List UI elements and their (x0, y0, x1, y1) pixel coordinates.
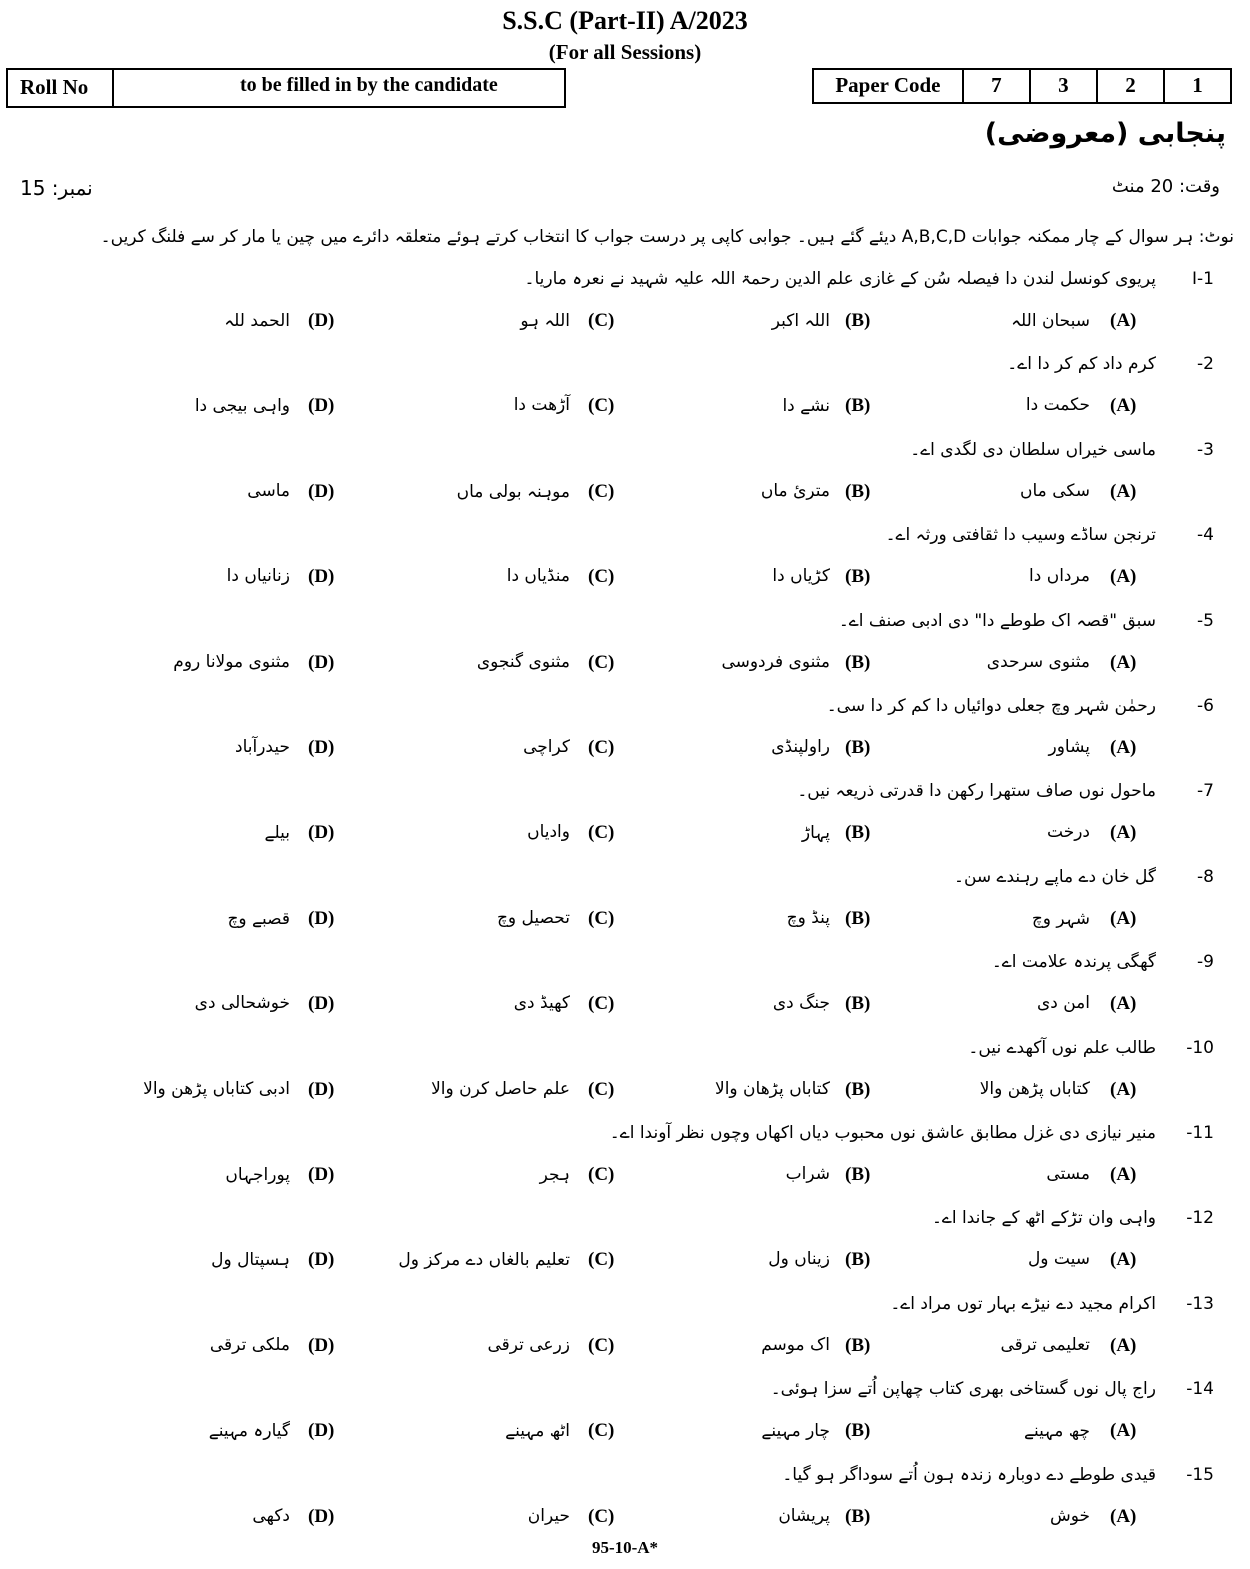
question-statement: کرم داد کم کر دا اے۔ (1007, 354, 1156, 375)
exam-subtitle: (For all Sessions) (548, 40, 702, 64)
option-text[interactable]: دکھی (252, 1505, 290, 1526)
option-text[interactable]: چار مہینے (761, 1421, 830, 1442)
option-label[interactable]: (C) (588, 737, 615, 758)
option-text[interactable]: علم حاصل کرن والا (431, 1078, 570, 1099)
question-statement: منیر نیازی دی غزل مطابق عاشق نوں محبوب دیاں اکھاں وچوں نظر آوندا اے۔ (609, 1123, 1156, 1143)
option-label[interactable]: (A) (1110, 822, 1137, 844)
question-statement: ترنجن ساڈے وسیب دا ثقافتی ورثہ اے۔ (885, 525, 1156, 546)
option-text[interactable]: حکمت دا (1025, 395, 1090, 416)
question-statement: اکرام مجید دے نیڑے بہار توں مراد اے۔ (890, 1293, 1156, 1314)
option-label[interactable]: (C) (588, 651, 615, 673)
option-text[interactable]: جنگ دی (772, 993, 830, 1014)
roll-hint: to be filled in by the candidate (240, 74, 498, 96)
option-text[interactable]: ہسپتال ول (211, 1250, 290, 1271)
option-text[interactable]: آڑھت دا (513, 395, 570, 416)
option-label[interactable]: (B) (845, 1078, 871, 1100)
question-statement: ماحول نوں صاف ستھرا رکھن دا قدرتی ذریعہ نیں۔ (797, 781, 1156, 802)
option-label[interactable]: (C) (588, 566, 615, 588)
subject-title: پنجابی (معروضی) (984, 118, 1226, 149)
option-label[interactable]: (D) (308, 822, 335, 844)
total-marks: نمبر: 15 (20, 176, 93, 200)
option-text[interactable]: راولپنڈی (771, 737, 830, 757)
option-label[interactable]: (D) (308, 907, 335, 929)
option-text[interactable]: متریٔ ماں (760, 480, 830, 501)
option-label[interactable]: (C) (588, 1420, 615, 1442)
option-text[interactable]: شراب (785, 1164, 830, 1184)
option-label[interactable]: (D) (308, 395, 335, 417)
option-label[interactable]: (A) (1110, 480, 1137, 502)
question-statement: طالب علم نوں آکھدے نیں۔ (968, 1037, 1156, 1058)
option-label[interactable]: (C) (588, 480, 615, 502)
time-allowed: وقت: 20 منٹ (1111, 176, 1220, 197)
question-statement: سبق "قصہ اک طوطے دا" دی ادبی صنف اے۔ (838, 610, 1156, 631)
question-text (114, 695, 1214, 716)
option-text[interactable]: حیدرآباد (235, 737, 290, 757)
question-number: I-1 (1192, 269, 1214, 289)
option-text[interactable]: خوشحالی دی (194, 993, 290, 1014)
option-text[interactable]: کھیڈ دی (513, 993, 570, 1014)
option-label[interactable]: (A) (1110, 1078, 1137, 1100)
question-text (114, 353, 1214, 374)
option-text[interactable]: اک موسم (761, 1334, 830, 1355)
roll-number-box[interactable] (6, 68, 566, 108)
question-number: 14- (1186, 1379, 1214, 1400)
option-text[interactable]: شہر وچ (1031, 908, 1090, 929)
option-text[interactable]: ملکی ترقی (209, 1334, 290, 1355)
option-text[interactable]: ماسی (247, 480, 290, 501)
option-label[interactable]: (C) (588, 822, 615, 844)
option-label[interactable]: (A) (1110, 1334, 1137, 1356)
option-text[interactable]: الحمد للہ (224, 311, 290, 331)
option-text[interactable]: نشے دا (782, 396, 830, 417)
option-text[interactable]: چھ مہینے (1024, 1421, 1090, 1442)
instructions-note: نوٹ: ہر سوال کے چار ممکنہ جوابات A,B,C,D دیئے گئے ہیں۔ جوابی کاپی پر درست جواب کا انتخاب کرتے ہوئے متعلقہ دائرے میں چین یا مار کر سے فلنگ کریں۔ (100, 227, 1234, 247)
option-label[interactable]: (B) (845, 1249, 871, 1271)
option-label[interactable]: (D) (308, 1334, 335, 1356)
exam-title: S.S.C (Part-II) A/2023 (502, 6, 748, 35)
option-text[interactable]: امن دی (1036, 993, 1090, 1014)
option-text[interactable]: پہاڑ (801, 823, 830, 844)
option-label[interactable]: (D) (308, 310, 335, 331)
question-number: 3- (1197, 439, 1214, 460)
question-text (114, 610, 1214, 631)
option-text[interactable]: مثنوی سرحدی (986, 651, 1090, 672)
option-label[interactable]: (B) (845, 993, 871, 1015)
option-label[interactable]: (D) (308, 1505, 335, 1527)
paper-code-digit: 7 (964, 70, 1031, 102)
question-text (114, 524, 1214, 545)
option-text[interactable]: پریشان (778, 1505, 830, 1526)
question-number: 2- (1197, 354, 1214, 375)
option-text[interactable]: قصبے وچ (227, 908, 290, 929)
question-number: 7- (1197, 781, 1214, 802)
option-label[interactable]: (A) (1110, 1164, 1137, 1185)
question-number: 5- (1197, 610, 1214, 631)
option-text[interactable]: کراچی (523, 737, 570, 757)
paper-code-digit: 2 (1098, 70, 1165, 102)
option-text[interactable]: زیناں ول (768, 1249, 830, 1270)
question-number: 4- (1197, 525, 1214, 546)
option-label[interactable]: (A) (1110, 907, 1137, 929)
option-label[interactable]: (D) (308, 1420, 335, 1442)
option-text[interactable]: کڑیاں دا (772, 566, 830, 587)
option-text[interactable]: سکی ماں (1020, 480, 1090, 501)
option-text[interactable]: ادبی کتاباں پڑھن والا (143, 1078, 290, 1099)
option-label[interactable]: (A) (1110, 993, 1137, 1015)
option-label[interactable]: (B) (845, 651, 871, 673)
question-number: 12- (1186, 1208, 1214, 1229)
paper-code-digit: 3 (1031, 70, 1098, 102)
question-text (114, 1464, 1214, 1485)
question-text (114, 439, 1214, 460)
paper-code-label: Paper Code (814, 70, 964, 102)
option-text[interactable]: پشاور (1048, 737, 1090, 757)
option-label[interactable]: (C) (588, 1505, 615, 1527)
option-text[interactable]: مستی (1046, 1164, 1090, 1184)
question-number: 15- (1186, 1464, 1214, 1485)
option-label[interactable]: (B) (845, 1420, 871, 1442)
question-text (114, 1293, 1214, 1314)
option-text[interactable]: زنانیاں دا (226, 566, 290, 587)
question-text (114, 1378, 1214, 1399)
question-text (114, 951, 1214, 972)
option-label[interactable]: (D) (308, 480, 335, 502)
option-text[interactable]: کتاباں پڑھان والا (715, 1078, 830, 1099)
option-label[interactable]: (B) (845, 737, 871, 758)
option-label[interactable]: (A) (1110, 395, 1137, 417)
option-label[interactable]: (C) (588, 1078, 615, 1100)
option-text[interactable]: پوراجہاں (225, 1165, 290, 1185)
option-text[interactable]: منڈیاں دا (506, 566, 570, 587)
option-text[interactable]: تعلیمی ترقی (1000, 1334, 1090, 1355)
question-text (114, 1207, 1214, 1228)
question-number: 10- (1186, 1037, 1214, 1058)
question-number: 9- (1197, 952, 1214, 973)
option-label[interactable]: (D) (308, 1078, 335, 1100)
option-label[interactable]: (D) (308, 1249, 335, 1271)
paper-code-box (812, 68, 1232, 104)
option-label[interactable]: (C) (588, 1164, 615, 1185)
option-text[interactable]: مثنوی مولانا روم (173, 651, 290, 672)
paper-code-digit: 1 (1192, 73, 1203, 97)
option-label[interactable]: (B) (845, 395, 871, 417)
footer-code: 95-10-A* (591, 1538, 659, 1557)
option-label[interactable]: (C) (588, 993, 615, 1015)
option-label[interactable]: (B) (845, 1334, 871, 1356)
option-label[interactable]: (A) (1110, 651, 1137, 673)
option-text[interactable]: مثنوی گنجوی (476, 651, 570, 672)
option-text[interactable]: اللہ ہو (520, 311, 570, 331)
option-label[interactable]: (D) (308, 737, 335, 758)
question-statement: قیدی طوطے دے دوبارہ زندہ ہون اُتے سوداگر ہو گیا۔ (782, 1464, 1156, 1485)
option-text[interactable]: اللہ اکبر (771, 311, 830, 331)
option-label[interactable]: (A) (1110, 1249, 1137, 1271)
option-label[interactable]: (B) (845, 1164, 871, 1185)
question-statement: ماسی خیراں سلطان دی لگدی اے۔ (910, 439, 1156, 460)
option-label[interactable]: (C) (588, 395, 615, 417)
option-label[interactable]: (A) (1110, 1420, 1137, 1442)
option-label[interactable]: (A) (1110, 310, 1137, 331)
option-text[interactable]: درخت (1047, 822, 1090, 843)
question-statement: راج پال نوں گستاخی بھری کتاب چھاپن اُتے سزا ہوئی۔ (770, 1379, 1156, 1400)
option-text[interactable]: خوش (1049, 1505, 1090, 1526)
option-label[interactable]: (C) (588, 1249, 615, 1271)
option-label[interactable]: (B) (845, 310, 871, 331)
question-statement: پریوی کونسل لندن دا فیصلہ سُن کے غازی علم الدین رحمۃ اللہ علیہ شہید نے نعرہ ماریا۔ (524, 269, 1156, 289)
question-number: 8- (1197, 866, 1214, 887)
option-label[interactable]: (C) (588, 310, 615, 331)
option-text[interactable]: زرعی ترقی (487, 1334, 570, 1355)
option-label[interactable]: (D) (308, 993, 335, 1015)
option-text[interactable]: بیلے (264, 823, 290, 844)
option-label[interactable]: (A) (1110, 566, 1137, 588)
option-text[interactable]: حیران (527, 1505, 570, 1526)
option-text[interactable]: سبحان اللہ (1011, 311, 1090, 331)
option-text[interactable]: سیت ول (1027, 1249, 1090, 1270)
question-statement: رحمٰن شہر وچ جعلی دوائیاں دا کم کر دا سی۔ (826, 696, 1156, 716)
question-text (114, 866, 1214, 887)
question-text (114, 780, 1214, 801)
option-text[interactable]: کتاباں پڑھن والا (979, 1078, 1090, 1099)
option-label[interactable]: (B) (845, 480, 871, 502)
option-label[interactable]: (D) (308, 1164, 335, 1185)
option-text[interactable]: موہنہ بولی ماں (456, 481, 570, 502)
option-text[interactable]: واہی بیجی دا (194, 396, 290, 417)
option-label[interactable]: (B) (845, 822, 871, 844)
option-text[interactable]: تعلیم بالغاں دے مرکز ول (398, 1250, 570, 1271)
option-label[interactable]: (A) (1110, 737, 1137, 758)
option-label[interactable]: (B) (845, 1505, 871, 1527)
option-text[interactable]: پنڈ وچ (786, 907, 830, 928)
question-text (114, 1037, 1214, 1058)
option-label[interactable]: (C) (588, 1334, 615, 1356)
question-statement: واہی وان تڑکے اٹھ کے جاندا اے۔ (931, 1208, 1156, 1229)
option-label[interactable]: (A) (1110, 1505, 1137, 1527)
roll-label: Roll No (20, 75, 89, 99)
option-text[interactable]: گیارہ مہینے (208, 1421, 290, 1442)
question-statement: گھگی پرندہ علامت اے۔ (991, 952, 1156, 973)
option-label[interactable]: (C) (588, 907, 615, 929)
question-statement: گل خان دے ماپے رہندے سن۔ (954, 866, 1156, 887)
option-text[interactable]: ہجر (539, 1165, 570, 1185)
option-label[interactable]: (B) (845, 566, 871, 588)
question-number: 13- (1186, 1293, 1214, 1314)
option-label[interactable]: (B) (845, 907, 871, 929)
question-number: 11- (1186, 1123, 1214, 1143)
question-number: 6- (1197, 696, 1214, 716)
option-text[interactable]: تحصیل وچ (496, 907, 570, 928)
option-text[interactable]: اٹھ مہینے (505, 1421, 570, 1442)
option-text[interactable]: مثنوی فردوسی (721, 651, 830, 672)
question-text (114, 1122, 1214, 1143)
option-text[interactable]: وادیاں (527, 822, 570, 843)
option-label[interactable]: (D) (308, 566, 335, 588)
option-label[interactable]: (D) (308, 651, 335, 673)
question-text (114, 268, 1214, 289)
option-text[interactable]: مرداں دا (1029, 566, 1090, 587)
